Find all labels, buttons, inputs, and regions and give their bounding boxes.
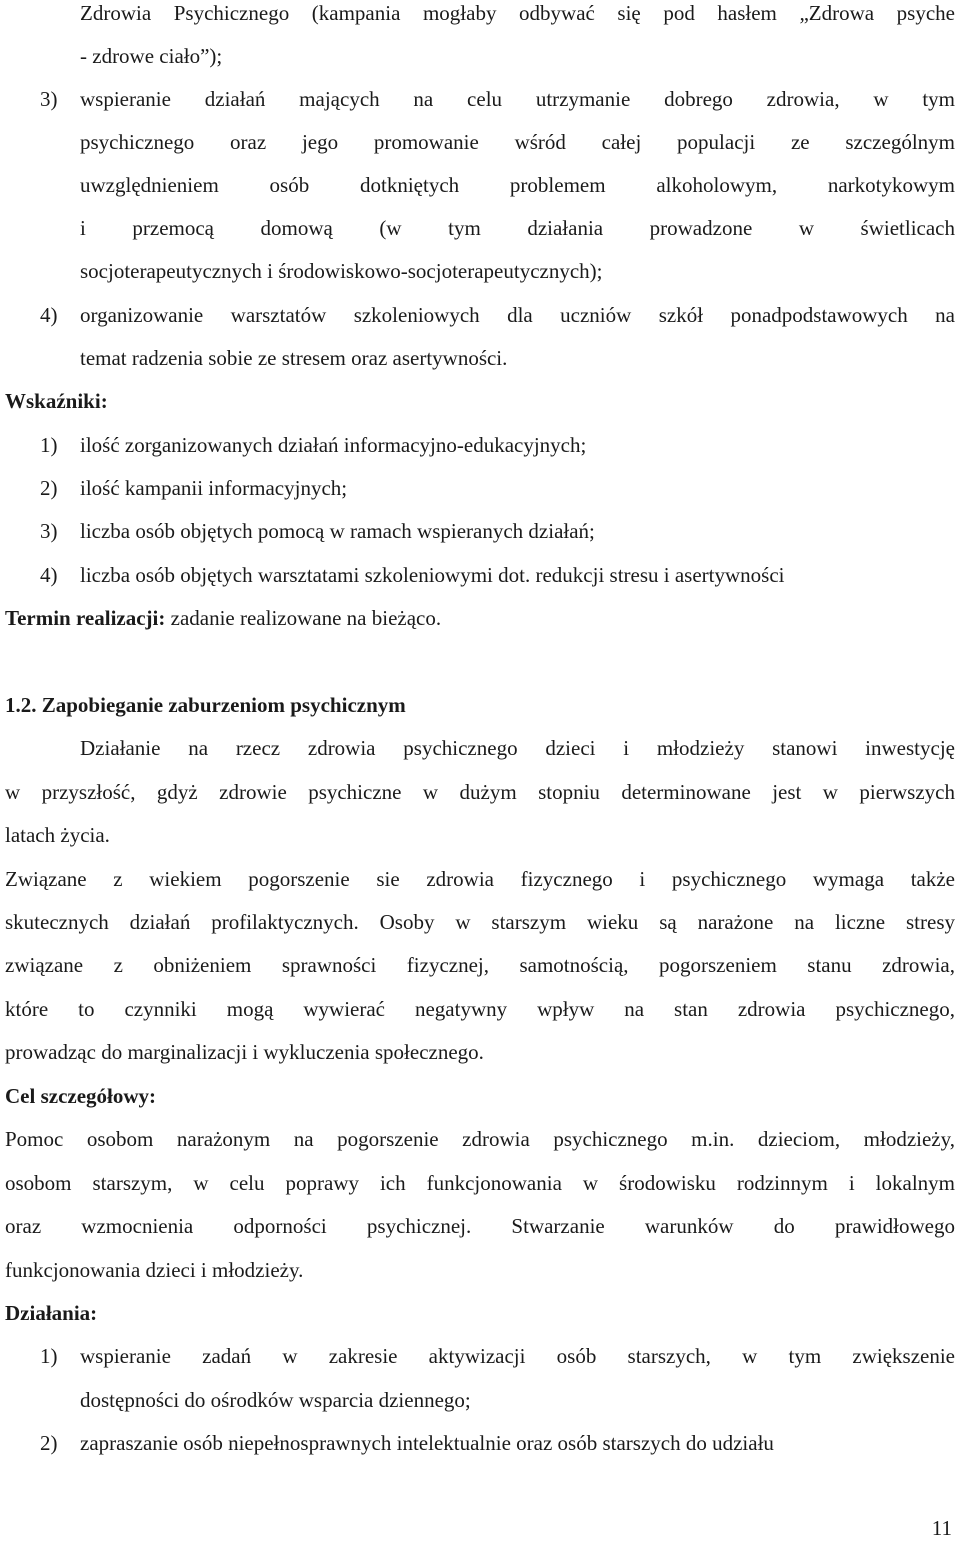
action-text-line: zapraszanie osób niepełnosprawnych intelektualnie oraz osób starszych do udziału xyxy=(80,1431,774,1455)
indicator-text: liczba osób objętych pomocą w ramach wspieranych działań; xyxy=(80,519,595,543)
indicator-number: 1) xyxy=(40,433,58,457)
goal-heading: Cel szczegółowy: xyxy=(5,1084,157,1108)
list-item-number: 4) xyxy=(40,303,58,327)
list-item-text-line: wspieranie działań mających na celu utrzymanie dobrego zdrowia, w tym xyxy=(80,87,955,111)
actions-heading: Działania: xyxy=(5,1301,98,1325)
section-heading: 1.2. Zapobieganie zaburzeniom psychicznym xyxy=(5,693,406,717)
paragraph-line: Pomoc osobom narażonym na pogorszenie zdrowia psychicznego m.in. dzieciom, młodzieży, xyxy=(5,1127,955,1151)
indicator-text: liczba osób objętych warsztatami szkoleniowymi dot. redukcji stresu i asertywności xyxy=(80,563,785,587)
paragraph-line: Związane z wiekiem pogorszenie sie zdrowia fizycznego i psychicznego wymaga także xyxy=(5,867,955,891)
paragraph-line: oraz wzmocnienia odporności psychicznej. Stwarzanie warunków do prawidłowego xyxy=(5,1214,955,1238)
paragraph-line: w przyszłość, gdyż zdrowie psychiczne w dużym stopniu determinowane jest w pierwszych xyxy=(5,780,955,804)
action-number: 2) xyxy=(40,1431,58,1455)
list-item-text-line: psychicznego oraz jego promowanie wśród całej populacji ze szczególnym xyxy=(80,130,955,154)
indicator-number: 3) xyxy=(40,519,58,543)
paragraph-line: prowadząc do marginalizacji i wykluczenia społecznego. xyxy=(5,1040,484,1064)
indicator-text: ilość zorganizowanych działań informacyjno-edukacyjnych; xyxy=(80,433,587,457)
paragraph-line: Działanie na rzecz zdrowia psychicznego dzieci i młodzieży stanowi inwestycję xyxy=(80,736,955,760)
paragraph-line: które to czynniki mogą wywierać negatywny wpływ na stan zdrowia psychicznego, xyxy=(5,997,955,1021)
action-number: 1) xyxy=(40,1344,58,1368)
indicators-heading: Wskaźniki: xyxy=(5,389,108,413)
list-item-text-line: uwzględnieniem osób dotkniętych problemem alkoholowym, narkotykowym xyxy=(80,173,955,197)
list-item-text-line: temat radzenia sobie ze stresem oraz asertywności. xyxy=(80,346,508,370)
list-item-text-line: i przemocą domową (w tym działania prowadzone w świetlicach xyxy=(80,216,955,240)
list-item-continuation-line: Zdrowia Psychicznego (kampania mogłaby odbywać się pod hasłem „Zdrowa psyche xyxy=(80,1,955,25)
list-item-text-line: organizowanie warsztatów szkoleniowych dla uczniów szkół ponadpodstawowych na xyxy=(80,303,955,327)
deadline-line xyxy=(5,605,955,631)
deadline-label: Termin realizacji: xyxy=(5,606,166,630)
paragraph-line: osobom starszym, w celu poprawy ich funkcjonowania w środowisku rodzinnym i lokalnym xyxy=(5,1171,955,1195)
page-number: 11 xyxy=(931,1516,952,1540)
paragraph-line: związane z obniżeniem sprawności fizycznej, samotnością, pogorszeniem stanu zdrowia, xyxy=(5,953,955,977)
indicator-number: 2) xyxy=(40,476,58,500)
paragraph-line: funkcjonowania dzieci i młodzieży. xyxy=(5,1258,304,1282)
action-text-line: wspieranie zadań w zakresie aktywizacji osób starszych, w tym zwiększenie xyxy=(80,1344,955,1368)
paragraph-line: latach życia. xyxy=(5,823,110,847)
list-item-text-line: socjoterapeutycznych i środowiskowo-socjoterapeutycznych); xyxy=(80,259,603,283)
list-item-continuation-line: - zdrowe ciało”); xyxy=(80,44,223,68)
deadline-value: zadanie realizowane na bieżąco. xyxy=(165,606,442,630)
indicator-number: 4) xyxy=(40,563,58,587)
indicator-text: ilość kampanii informacyjnych; xyxy=(80,476,348,500)
list-item-number: 3) xyxy=(40,87,58,111)
paragraph-line: skutecznych działań profilaktycznych. Osoby w starszym wieku są narażone na liczne stresy xyxy=(5,910,955,934)
action-text-line: dostępności do ośrodków wsparcia dziennego; xyxy=(80,1388,471,1412)
